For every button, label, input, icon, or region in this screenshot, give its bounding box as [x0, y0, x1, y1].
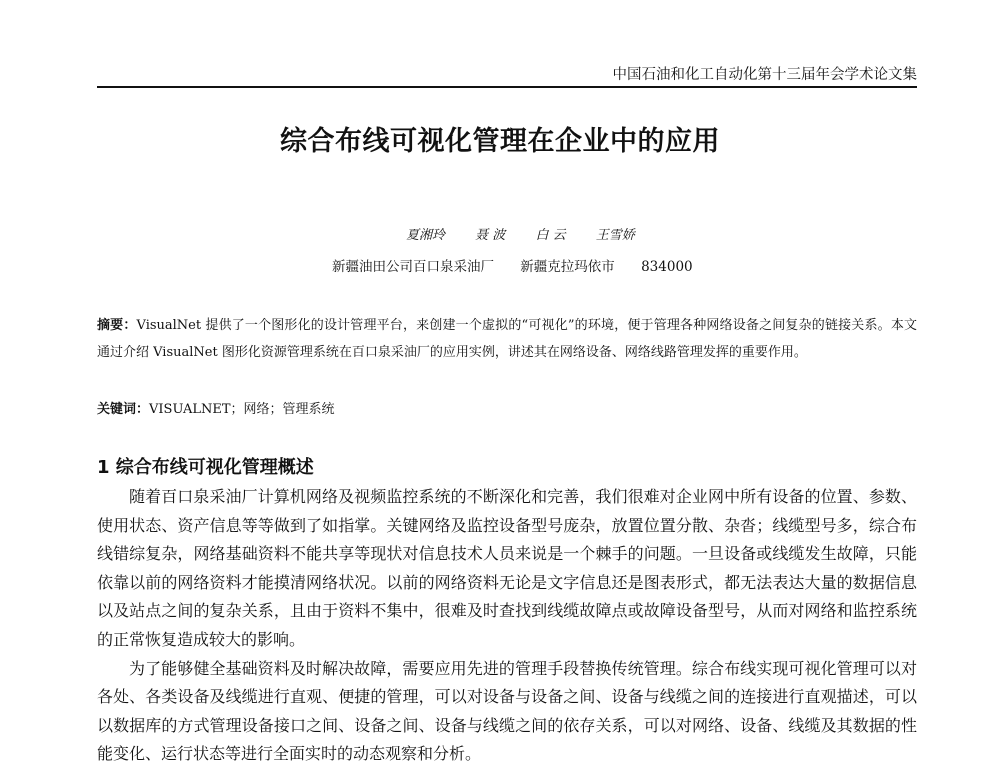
author-list [406, 226, 661, 246]
section-heading: 1 综合布线可视化管理概述 [97, 457, 314, 478]
abstract [97, 312, 917, 366]
author-name: 白 云 [535, 228, 566, 243]
affiliation-city: 新疆克拉玛依市 [520, 259, 615, 275]
abstract-text: VisualNet 提供了一个图形化的设计管理平台，来创建一个虚拟的“可视化”的环境，便于管理各种网络设备之间复杂的链接关系。本文通过介绍 VisualNet 图形化资源管理系统在百口泉采油厂的应用实例，讲述其在网络设备、网络线路管理发挥的重要作用。 [97, 318, 917, 360]
abstract-label: 摘要： [97, 318, 137, 333]
author-name: 夏湘玲 [406, 228, 446, 243]
paper-title: 综合布线可视化管理在企业中的应用 [280, 126, 720, 157]
body-paragraph: 随着百口泉采油厂计算机网络及视频监控系统的不断深化和完善，我们很难对企业网中所有设备的位置、参数、使用状态、资产信息等等做到了如指掌。关键网络及监控设备型号庞杂，放置位置分散、杂沓；线缆型号多，综合布线错综复杂，网络基础资料不能共享等现状对信息技术人员来说是一个棘手的问题。一旦设备或线缆发生故障，只能依靠以前的网络资料才能摸清网络状况。以前的网络资料无论是文字信息还是图表形式，都无法表达大量的数据信息以及站点之间的复杂关系，且由于资料不集中，很难及时查找到线缆故障点或故障设备型号，从而对网络和监控系统的正常恢复造成较大的影响。 [97, 487, 917, 649]
running-header [97, 64, 917, 88]
author-name: 王雪娇 [595, 228, 635, 243]
author-name: 聂 波 [475, 228, 506, 243]
keywords-text: VISUALNET；网络；管理系统 [149, 402, 335, 417]
keywords [97, 398, 917, 422]
section-body [97, 483, 917, 769]
affiliation-postcode: 834000 [641, 259, 693, 275]
affiliation-org: 新疆油田公司百口泉采油厂 [332, 259, 494, 275]
body-paragraph: 为了能够健全基础资料及时解决故障，需要应用先进的管理手段替换传统管理。综合布线实现可视化管理可以对各处、各类设备及线缆进行直观、便捷的管理，可以对设备与设备之间、设备与线缆之间的连接进行直观描述，可以以数据库的方式管理设备接口之间、设备之间、设备与线缆之间的依存关系，可以对网络、设备、线缆及其数据的性能变化、运行状态等进行全面实时的动态观察和分析。 [97, 658, 917, 764]
affiliation [332, 256, 715, 278]
keywords-label: 关键词： [97, 402, 150, 417]
running-header-title: 中国石油和化工自动化第十三届年会学术论文集 [612, 67, 917, 83]
